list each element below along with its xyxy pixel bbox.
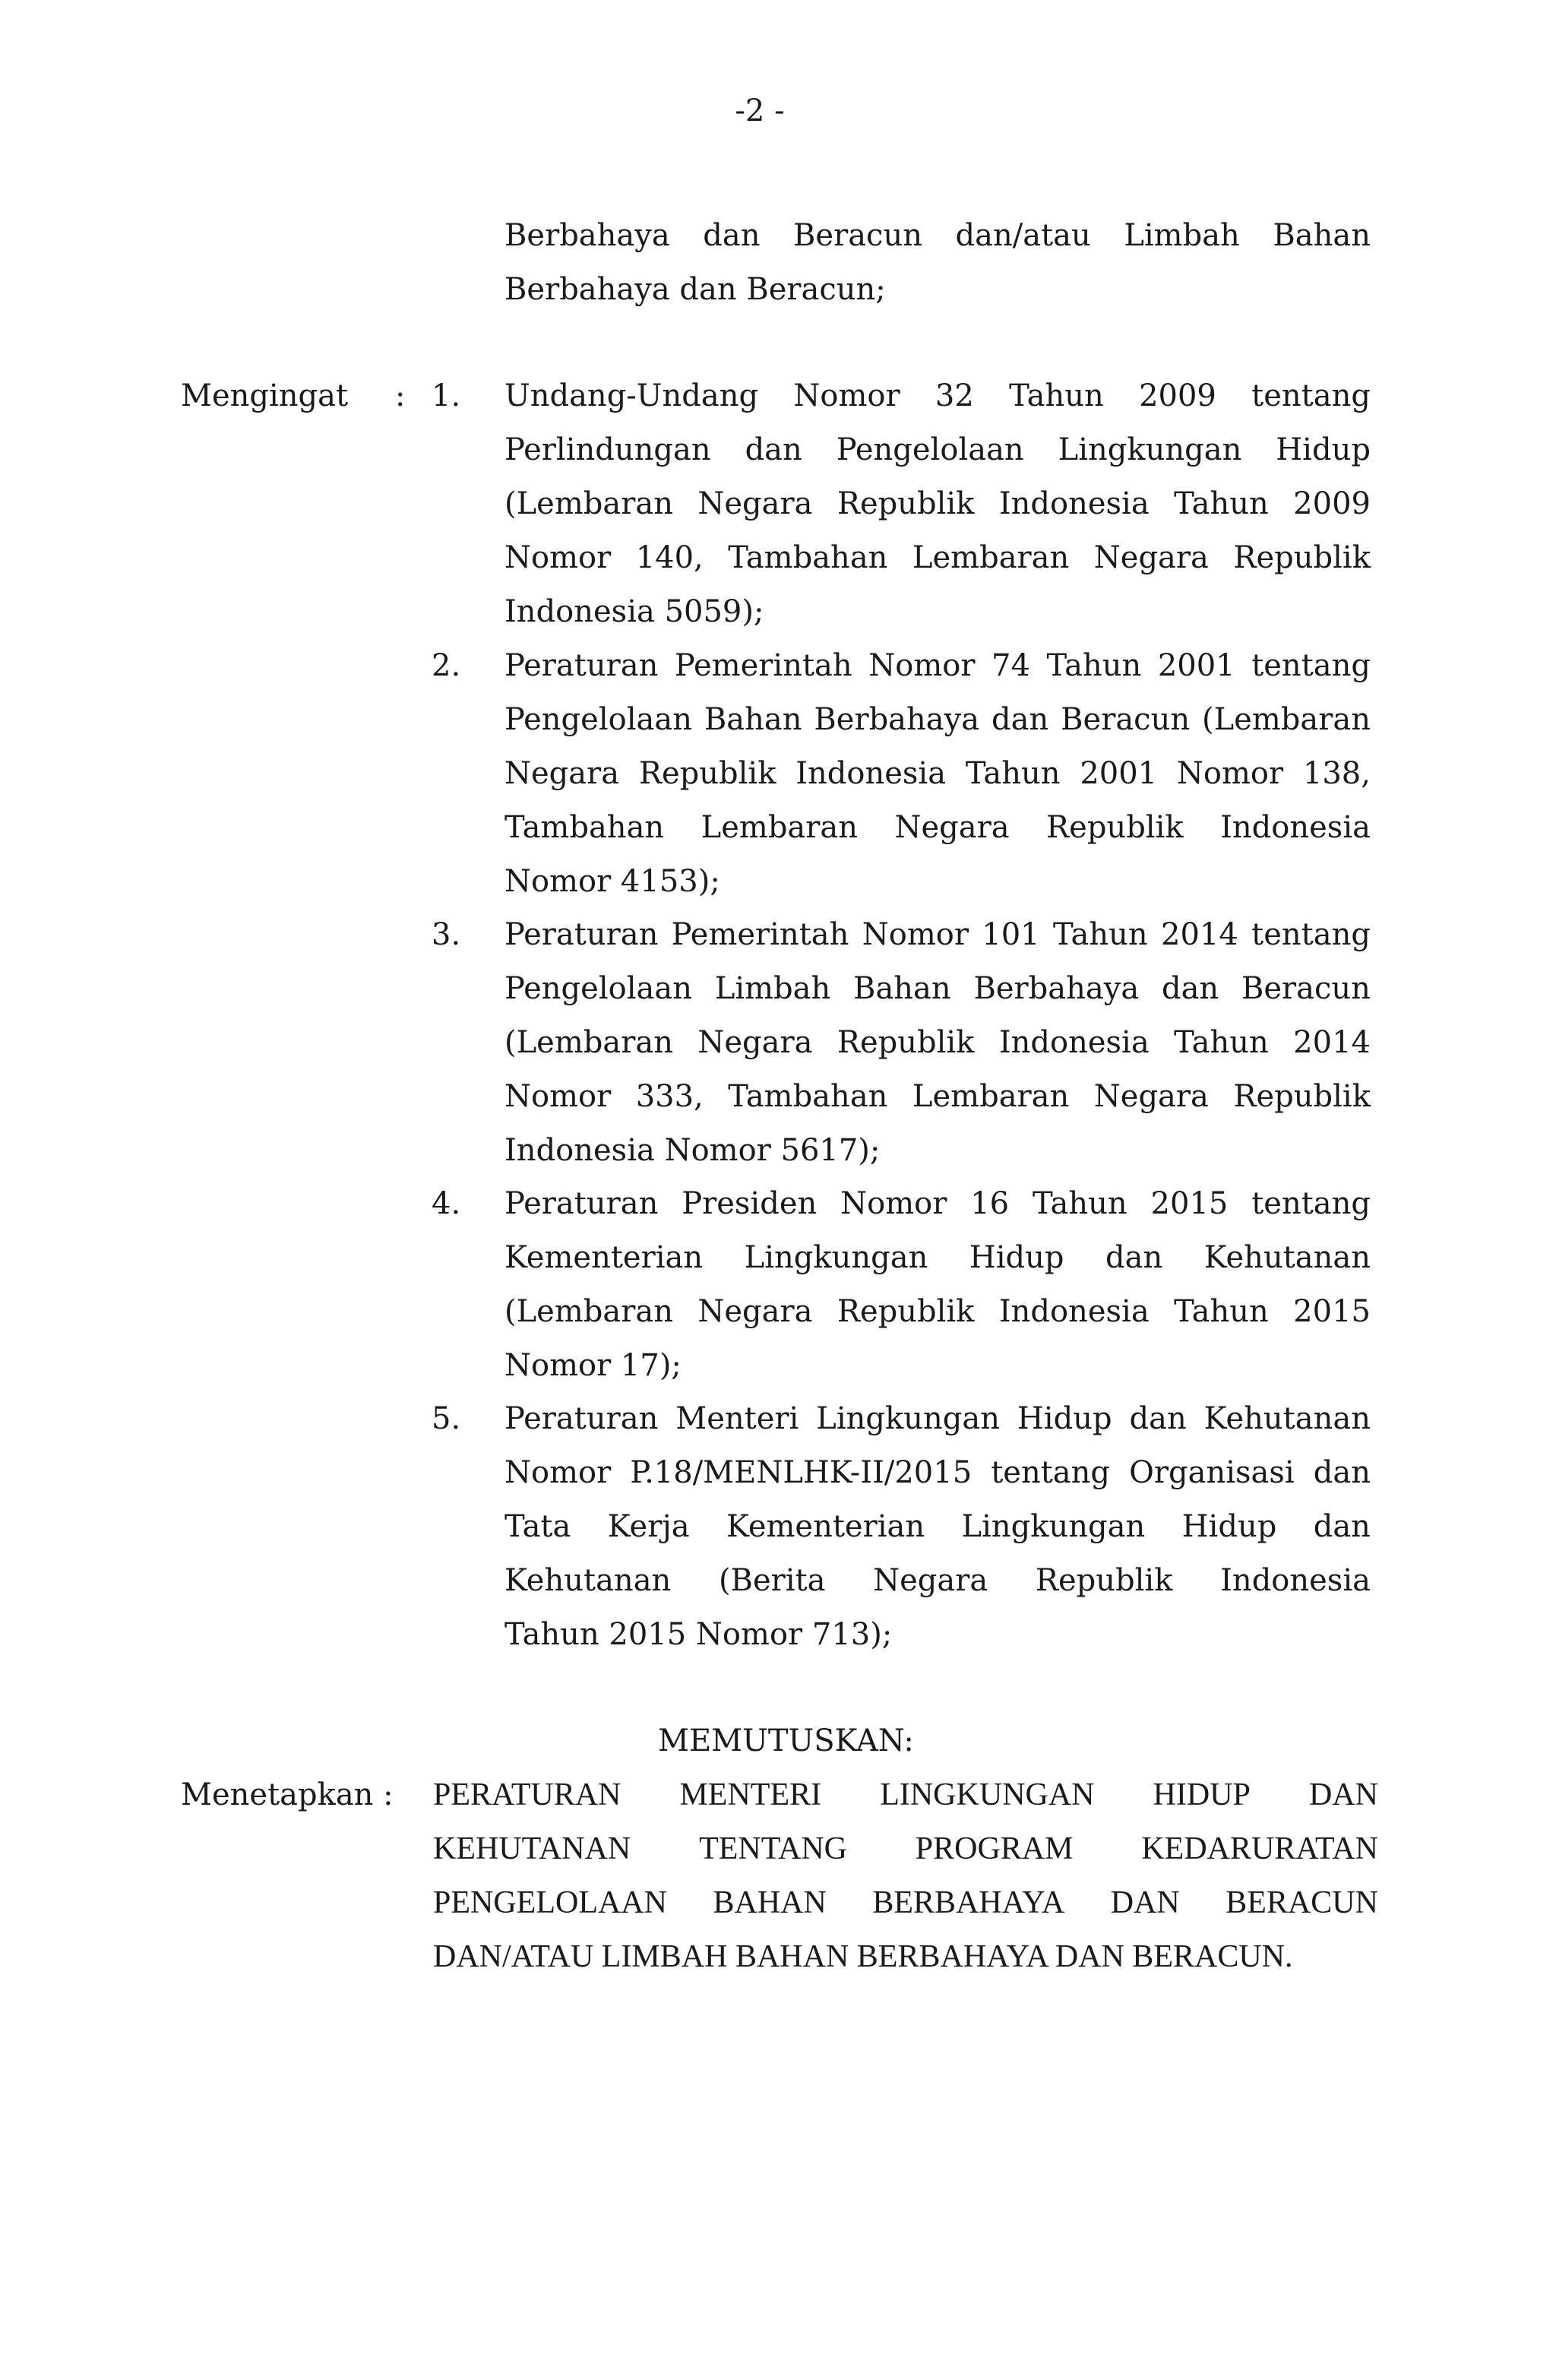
word: tentang — [991, 1455, 1111, 1490]
item-line — [504, 1285, 1371, 1339]
word: BERBAHAYA — [872, 1885, 1065, 1920]
mengingat-label: Mengingat — [181, 378, 349, 413]
word: 2009 — [1293, 486, 1371, 521]
mengingat-item-3 — [504, 908, 1371, 1178]
word: Bahan — [1273, 218, 1371, 253]
word: Kementerian — [504, 1240, 704, 1275]
word: Tahun — [1009, 378, 1104, 413]
word: dan — [1105, 1240, 1163, 1275]
word: 333, — [635, 1079, 704, 1114]
word: (Lembaran — [504, 486, 673, 521]
word: 140, — [635, 540, 704, 575]
item-line — [504, 531, 1371, 585]
word: Lembaran — [701, 810, 859, 845]
word: tentang — [1251, 378, 1371, 413]
word: Nomor — [1176, 756, 1284, 791]
item-number: 2. — [432, 648, 461, 683]
item-line — [504, 1554, 1371, 1608]
item-line — [504, 1446, 1371, 1500]
item-line — [504, 1392, 1371, 1446]
item-line — [504, 423, 1371, 477]
word: Tambahan — [728, 1079, 888, 1114]
word: Tahun — [965, 756, 1061, 791]
word: Nomor — [840, 1186, 947, 1221]
word: Tahun — [1032, 1186, 1127, 1221]
mengingat-colon: : — [395, 378, 406, 413]
word: 2015 — [1293, 1294, 1371, 1329]
word: Lingkungan — [816, 1401, 1000, 1436]
word: Kehutanan — [504, 1563, 672, 1598]
word: Tahun — [1052, 917, 1148, 952]
word: Republik — [638, 756, 776, 791]
word: dan — [1313, 1509, 1371, 1544]
word: 2015 — [1150, 1186, 1229, 1221]
word: Berbahaya — [973, 971, 1140, 1006]
word: (Lembaran — [504, 1294, 673, 1329]
word: MENTERI — [679, 1777, 822, 1812]
item-line — [504, 1070, 1371, 1124]
word: PENGELOLAAN — [433, 1885, 667, 1920]
word: Limbah — [1124, 218, 1240, 253]
word: dan/atau — [955, 218, 1091, 253]
word: Tahun — [1174, 486, 1269, 521]
word: TENTANG — [699, 1831, 847, 1866]
word: HIDUP — [1153, 1777, 1251, 1812]
word: dan — [703, 218, 761, 253]
word: Berbahaya — [504, 218, 670, 253]
word: PERATURAN — [433, 1777, 621, 1812]
word: Pemerintah — [671, 917, 849, 952]
word: Limbah — [714, 971, 831, 1006]
word: Beracun — [1061, 702, 1191, 737]
word: Hidup — [1276, 432, 1371, 467]
word: Kerja — [607, 1509, 690, 1544]
word: Negara — [894, 810, 1010, 845]
word: tentang — [1251, 1186, 1371, 1221]
word: Indonesia — [1220, 810, 1371, 845]
word: Hidup — [969, 1240, 1064, 1275]
word: Negara — [504, 756, 620, 791]
word: (Berita — [718, 1563, 826, 1598]
word: Republik — [1035, 1563, 1173, 1598]
menetapkan-line — [433, 1876, 1378, 1930]
word: Republik — [837, 486, 975, 521]
item-line — [504, 369, 1371, 423]
word: Negara — [697, 486, 813, 521]
word: Nomor — [862, 917, 969, 952]
item-line — [504, 747, 1371, 801]
word: 74 — [991, 648, 1030, 683]
word: Perlindungan — [504, 432, 711, 467]
word: 2001 — [1080, 756, 1158, 791]
item-number: 4. — [432, 1186, 461, 1221]
item-line: Tahun 2015 Nomor 713); — [504, 1617, 893, 1652]
word: Lingkungan — [744, 1240, 928, 1275]
word: Lingkungan — [1058, 432, 1242, 467]
word: Nomor — [504, 1079, 612, 1114]
item-line: Nomor 17); — [504, 1348, 682, 1383]
word: Peraturan — [504, 917, 659, 952]
word: Indonesia — [998, 486, 1150, 521]
word: Lembaran — [912, 1079, 1070, 1114]
word: Hidup — [1017, 1401, 1112, 1436]
word: Nomor — [504, 1455, 612, 1490]
word: Pengelolaan — [504, 971, 692, 1006]
word: Pengelolaan — [504, 702, 692, 737]
word: BAHAN — [713, 1885, 827, 1920]
word: Kementerian — [726, 1509, 925, 1544]
word: (Lembaran — [1202, 702, 1371, 737]
word: 2014 — [1293, 1025, 1371, 1060]
word: Kehutanan — [1203, 1401, 1371, 1436]
word: Tata — [504, 1509, 571, 1544]
word: Negara — [697, 1025, 813, 1060]
mengingat-item-2 — [504, 639, 1371, 909]
word: Undang-Undang — [504, 378, 759, 413]
word: 2014 — [1161, 917, 1238, 952]
word: tentang — [1251, 917, 1371, 952]
word: Menteri — [675, 1401, 799, 1436]
word: Negara — [697, 1294, 813, 1329]
word: 138, — [1302, 756, 1371, 791]
word: Presiden — [682, 1186, 818, 1221]
word: 2001 — [1157, 648, 1235, 683]
word: dan — [1129, 1401, 1187, 1436]
word: Bahan — [704, 702, 802, 737]
word: Nomor — [504, 540, 612, 575]
menetapkan-label: Menetapkan : — [181, 1777, 394, 1812]
memutuskan-heading: MEMUTUSKAN: — [658, 1723, 914, 1758]
mengingat-item-1 — [504, 369, 1371, 639]
item-number: 5. — [432, 1401, 461, 1436]
word: 2009 — [1139, 378, 1216, 413]
word: Indonesia — [795, 756, 947, 791]
item-number: 3. — [432, 917, 461, 952]
word: Republik — [837, 1025, 975, 1060]
word: Beracun — [793, 218, 922, 253]
word: Organisasi — [1129, 1455, 1295, 1490]
word: Peraturan — [504, 1401, 659, 1436]
word: Pemerintah — [674, 648, 852, 683]
mengingat-item-4 — [504, 1177, 1371, 1393]
page-number: -2 - — [735, 93, 785, 128]
word: Republik — [1233, 540, 1371, 575]
item-line — [504, 801, 1371, 855]
word: dan — [1313, 1455, 1371, 1490]
word: Tahun — [1174, 1294, 1269, 1329]
menetapkan-line — [433, 1768, 1378, 1822]
item-line: Nomor 4153); — [504, 864, 720, 899]
word: Tambahan — [728, 540, 888, 575]
word: Peraturan — [504, 1186, 659, 1221]
word: 32 — [935, 378, 974, 413]
word: Bahan — [853, 971, 951, 1006]
item-line — [504, 1016, 1371, 1070]
item-line — [504, 639, 1371, 693]
word: Tahun — [1046, 648, 1142, 683]
word: DAN — [1110, 1885, 1180, 1920]
word: (Lembaran — [504, 1025, 673, 1060]
intro-line — [504, 209, 1371, 263]
word: BERACUN — [1226, 1885, 1378, 1920]
word: 16 — [970, 1186, 1010, 1221]
word: tentang — [1251, 648, 1371, 683]
word: DAN — [1308, 1777, 1378, 1812]
word: Peraturan — [504, 648, 659, 683]
menetapkan-line — [433, 1822, 1378, 1876]
word: Pengelolaan — [836, 432, 1024, 467]
item-line: Indonesia 5059); — [504, 594, 764, 629]
item-line — [504, 1500, 1371, 1554]
word: Hidup — [1181, 1509, 1277, 1544]
item-line — [504, 693, 1371, 747]
word: 101 — [982, 917, 1040, 952]
word: Indonesia — [998, 1025, 1150, 1060]
word: Indonesia — [1220, 1563, 1371, 1598]
word: dan — [745, 432, 802, 467]
item-line: Indonesia Nomor 5617); — [504, 1133, 881, 1168]
item-line — [504, 1231, 1371, 1285]
word: KEDARURATAN — [1141, 1831, 1378, 1866]
menetapkan-text — [433, 1768, 1378, 1984]
word: Negara — [1093, 1079, 1209, 1114]
intro-line: Berbahaya dan Beracun; — [504, 272, 886, 307]
word: P.18/MENLHK-II/2015 — [630, 1455, 972, 1490]
item-line — [504, 477, 1371, 531]
word: Nomor — [793, 378, 900, 413]
word: dan — [1161, 971, 1219, 1006]
word: Negara — [1093, 540, 1209, 575]
word: KEHUTANAN — [433, 1831, 631, 1866]
word: Kehutanan — [1203, 1240, 1371, 1275]
menetapkan-line: DAN/ATAU LIMBAH BAHAN BERBAHAYA DAN BERACUN. — [433, 1939, 1293, 1974]
word: Republik — [837, 1294, 975, 1329]
word: Indonesia — [998, 1294, 1150, 1329]
word: PROGRAM — [915, 1831, 1074, 1866]
mengingat-item-5 — [504, 1392, 1371, 1662]
word: Republik — [1046, 810, 1184, 845]
word: Tahun — [1174, 1025, 1269, 1060]
item-line — [504, 1177, 1371, 1231]
word: Negara — [873, 1563, 988, 1598]
word: Tambahan — [504, 810, 665, 845]
word: Beracun — [1241, 971, 1371, 1006]
word: Republik — [1233, 1079, 1371, 1114]
item-number: 1. — [432, 378, 461, 413]
word: Berbahaya — [814, 702, 980, 737]
item-line — [504, 962, 1371, 1016]
word: LINGKUNGAN — [880, 1777, 1095, 1812]
intro-paragraph — [504, 209, 1371, 317]
word: dan — [991, 702, 1049, 737]
word: Nomor — [868, 648, 976, 683]
item-line — [504, 908, 1371, 962]
word: Lingkungan — [961, 1509, 1146, 1544]
word: Lembaran — [912, 540, 1070, 575]
